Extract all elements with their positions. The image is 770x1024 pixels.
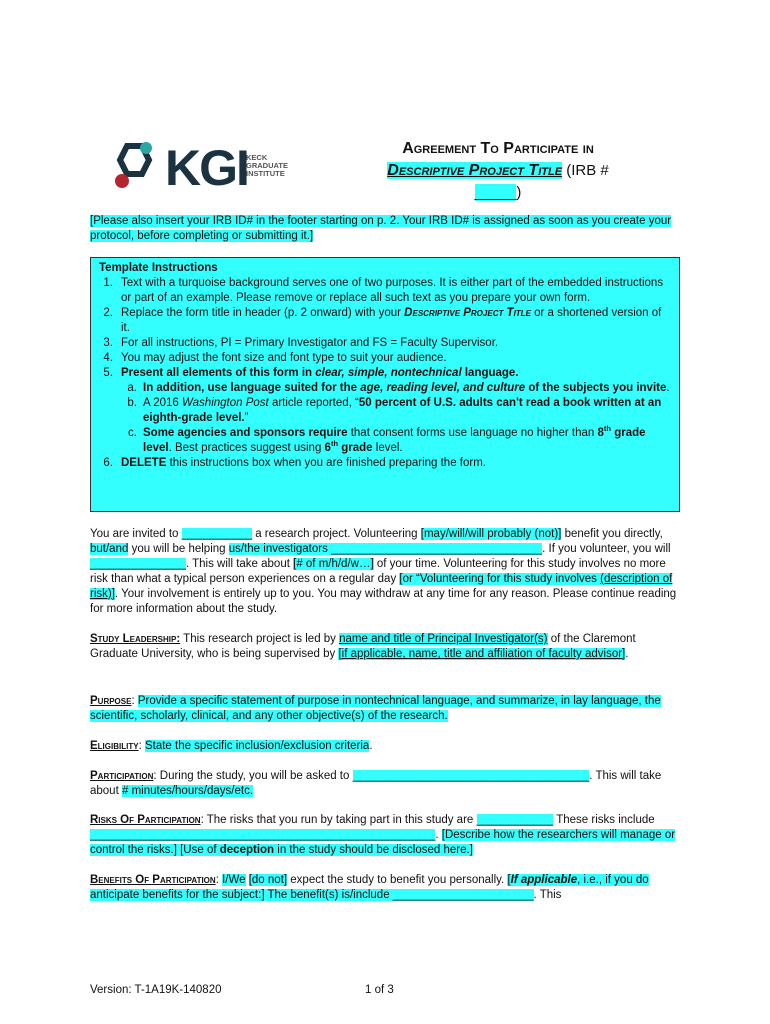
list-text: In addition, use language suited for the: [143, 382, 361, 394]
list-strong: grade: [338, 442, 373, 454]
highlight: State the specific inclusion/exclusion criteria: [144, 740, 370, 752]
logo-sub-line: KECK: [246, 153, 268, 162]
highlight: [: [507, 874, 511, 886]
list-text: of the subjects you invite: [525, 382, 667, 394]
list-number: 3.: [103, 337, 113, 349]
irb-note: [90, 214, 680, 244]
kgi-logo-subtitle: [246, 154, 288, 178]
text: benefit you directly,: [561, 528, 663, 540]
text: . This will take about: [185, 558, 294, 570]
list-sup: th: [330, 439, 339, 449]
list-item: [99, 351, 671, 366]
text: a research project. Volunteering: [252, 528, 421, 540]
list-strong: 8: [597, 427, 604, 439]
list-emphasis: clear, simple, nontechnical: [315, 367, 462, 379]
list-text: language.: [461, 367, 519, 379]
section-label: Eligibility: [90, 740, 139, 752]
text: . Your involvement is entirely up to you. You may withdraw at any time for any reason. Please continue reading for more information about the study.: [90, 588, 677, 615]
list-text: ”: [244, 412, 249, 424]
list-text: For all instructions, PI = Primary Investigator and FS = Faculty Supervisor.: [121, 337, 499, 349]
instructions-box: [90, 257, 680, 512]
blank: _________________________________: [327, 543, 543, 555]
section-label: Study Leadership:: [90, 633, 181, 645]
highlight: [if applicable, name, title and affiliation of faculty advisor]: [338, 648, 626, 660]
list-strong: 6: [324, 442, 331, 454]
section-label: Participation: [90, 770, 154, 782]
list-item: [99, 276, 671, 306]
invitation-paragraph: [90, 527, 680, 617]
blank: _______________: [90, 558, 186, 570]
list-item: [99, 381, 671, 396]
list-number: a.: [127, 382, 137, 394]
kgi-logo-mark-icon: [108, 140, 160, 196]
text: you will be helping: [128, 543, 229, 555]
title-project: Descriptive Project Title: [387, 162, 563, 179]
highlight: [do not]: [248, 874, 288, 886]
instructions-sublist: [99, 381, 671, 456]
kgi-logo: [108, 140, 298, 196]
list-text: Text with a turquoise background serves one of two purposes. It is either part of the embedded instructions or part of an example. Please remove or replace all such text as you prepare your own form.: [121, 277, 664, 304]
list-text: You may adjust the font size and font type to suit your audience.: [121, 352, 447, 364]
benefits-paragraph: [90, 873, 680, 903]
page-title: [342, 138, 654, 204]
list-number: 6.: [103, 457, 113, 469]
logo-sub-line: INSTITUTE: [246, 169, 285, 178]
list-strong: 50 percent of U.S. adults can't read a book written at an eighth-grade level.: [143, 397, 662, 424]
list-text: Present all elements of this form in: [121, 367, 316, 379]
instructions-heading: Template Instructions: [99, 262, 218, 274]
highlight: but/and: [90, 543, 129, 555]
text: :: [138, 740, 145, 752]
logo-sub-line: GRADUATE: [246, 161, 288, 170]
blank: _____________________________________: [352, 770, 590, 782]
list-text: .: [666, 382, 670, 394]
highlight: ]: [111, 588, 115, 600]
list-strong: Some agencies and sponsors require: [143, 427, 348, 439]
list-emphasis: Descriptive Project Title: [404, 307, 531, 319]
list-text: A 2016: [143, 397, 183, 409]
highlight: deception: [219, 844, 275, 856]
risks-paragraph: [90, 813, 680, 858]
instructions-list: [99, 276, 671, 471]
text: This research project is led by: [180, 633, 340, 645]
footer-version: Version: T-1A19K-140820: [90, 984, 222, 996]
list-item: [99, 456, 671, 471]
leadership-paragraph: [90, 632, 680, 662]
list-number: 2.: [103, 307, 113, 319]
highlight: If applicable: [510, 874, 578, 886]
text: expect the study to benefit you personally.: [287, 874, 508, 886]
irb-note-text: [Please also insert your IRB ID# in the footer starting on p. 2. Your IRB ID# is assigned as soon as you create your protocol, before completing or submitting it.]: [90, 215, 672, 242]
text: :: [215, 874, 223, 886]
text: .: [369, 740, 373, 752]
title-line1: Agreement To Participate in: [402, 140, 594, 157]
blank: ___________: [181, 528, 252, 540]
list-text: this instructions box when you are finished preparing the form.: [166, 457, 486, 469]
text: You are invited to: [90, 528, 182, 540]
text: . If you volunteer, you will: [542, 543, 671, 555]
list-strong: DELETE: [121, 457, 167, 469]
list-number: c.: [128, 427, 137, 439]
text: : During the study, you will be asked to: [153, 770, 353, 782]
title-close: ): [516, 184, 522, 201]
section-label: Benefits Of Participation: [90, 874, 216, 886]
title-irb-blank: _____: [474, 184, 517, 201]
list-text: or a shortened version of it.: [121, 307, 662, 334]
text: .: [435, 829, 442, 841]
highlight: [Describe how the researchers will manage or control the risks.] [Use of: [90, 829, 676, 856]
highlight: [may/will/will probably (not)]: [420, 528, 562, 540]
section-label: Risks Of Participation: [90, 814, 201, 826]
text: of your time. Volunteering for this study involves no more risk than what a typical person experiences on a regular day: [90, 558, 666, 585]
purpose-paragraph: [90, 694, 680, 724]
list-sup: th: [603, 424, 611, 434]
list-item: [99, 306, 671, 336]
text: These risks include: [553, 814, 655, 826]
text: .: [625, 648, 629, 660]
text: of the Claremont Graduate University, who is being supervised by: [90, 633, 636, 660]
blank: ______________________________________________________: [90, 829, 436, 841]
list-strong: grade level: [143, 427, 646, 454]
blank: ______________________: [392, 889, 534, 901]
eligibility-paragraph: [90, 739, 680, 754]
list-text: . Best practices suggest using: [168, 442, 325, 454]
list-item: [99, 366, 671, 456]
highlight: name and title of Principal Investigator(s): [339, 633, 548, 645]
title-irb: (IRB #: [562, 162, 609, 179]
list-emphasis: age, reading level, and culture: [360, 382, 526, 394]
section-label: Purpose: [90, 695, 132, 707]
list-text: level.: [372, 442, 403, 454]
participation-paragraph: [90, 769, 680, 799]
highlight: us/the investigators: [228, 543, 328, 555]
list-number: 1.: [103, 277, 113, 289]
list-item: [99, 336, 671, 351]
list-text: that consent forms use language no higher than: [347, 427, 598, 439]
highlight: # minutes/hours/days/etc.: [121, 785, 254, 797]
text: : The risks that you run by taking part in this study are: [200, 814, 477, 826]
highlight: [# of m/h/d/w…]: [293, 558, 374, 570]
highlight: Provide a specific statement of purpose in nontechnical language, and summarize, in lay language, the scientific, scholarly, clinical, and any other objective(s) of the research.: [90, 695, 661, 722]
list-text: Replace the form title in header (p. 2 onward) with your: [121, 307, 405, 319]
highlight: I/We: [222, 874, 246, 886]
list-item: [99, 426, 671, 456]
list-text: article reported, “: [268, 397, 359, 409]
list-number: 5.: [103, 367, 113, 379]
highlight: , i.e., if you do anticipate benefits for the subject:] The benefit(s) is/include: [90, 874, 649, 901]
footer-page-number: 1 of 3: [365, 984, 394, 996]
blank: ____________: [476, 814, 554, 826]
highlight: [or “Volunteering for this study involves: [399, 573, 601, 585]
list-item: [99, 396, 671, 426]
highlight: in the study should be disclosed here.]: [274, 844, 473, 856]
highlight: (description of risk): [90, 573, 673, 600]
text: . This: [533, 889, 562, 901]
text: . This will take about: [90, 770, 662, 797]
kgi-logo-letters: KGI: [165, 140, 248, 196]
list-number: b.: [127, 397, 137, 409]
list-emphasis: Washington Post: [182, 397, 269, 409]
list-number: 4.: [103, 352, 113, 364]
text: :: [131, 695, 138, 707]
